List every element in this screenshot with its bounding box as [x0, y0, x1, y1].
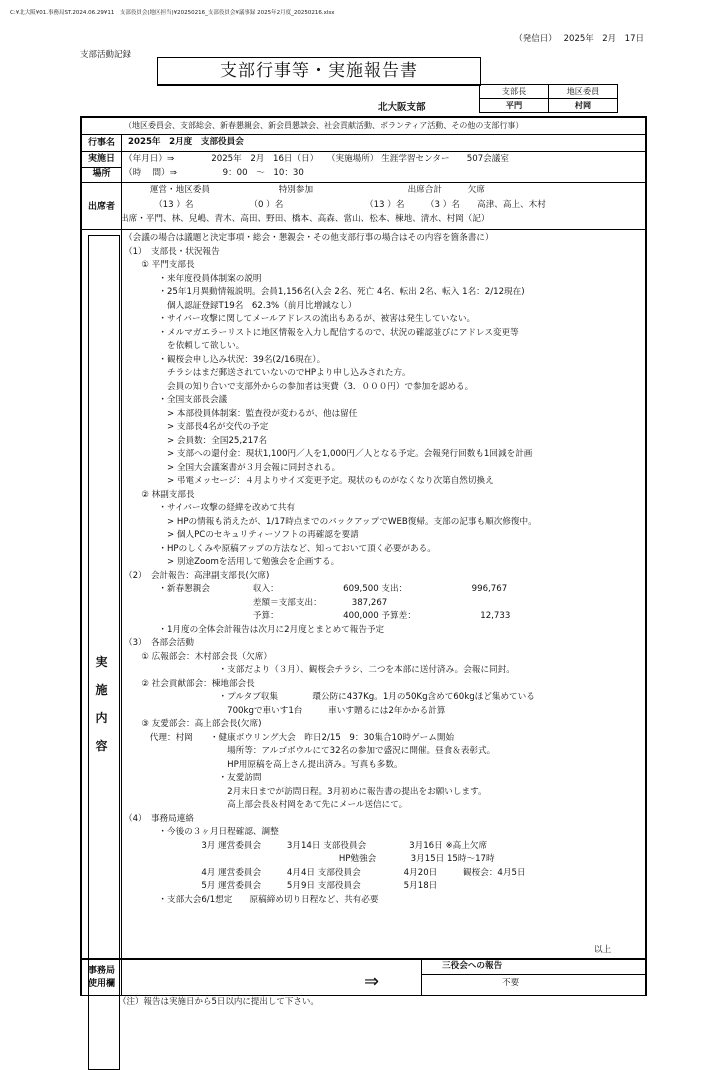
- label-divider: [121, 135, 122, 995]
- content-line: ③ 友愛部会：高上部会長(欠席): [124, 719, 262, 729]
- content-line: ・観桜会申し込み状況：39名(2/16現在）。: [124, 354, 326, 365]
- content-line: （4） 事務局連絡: [124, 813, 194, 824]
- content-line: （1） 支部長・状況報告: [124, 246, 220, 257]
- content-line: ② 林副支部長: [124, 489, 195, 500]
- content-body: [124, 232, 537, 907]
- rule: [82, 182, 645, 183]
- content-line: ・全国支部長会議: [124, 395, 228, 405]
- content-line: ① 平門支部長: [124, 260, 195, 270]
- content-line: ・1月度の全体会計報告は次月に2月度とまとめて報告予定: [124, 624, 385, 635]
- content-line: ・サイバー攻撃に関してメールアドレスの流出もあるが、被害は発生していない。: [124, 314, 476, 324]
- content-line: チラシはまだ郵送されていないのでHPより申し込みされた方。: [124, 368, 411, 378]
- content-line: ・今後の３ヶ月日程確認、調整: [124, 827, 279, 837]
- content-line: > 弔電メッセージ：４月よりサイズ変更予定。現状のものがなくなり次第自然切換え: [124, 476, 494, 486]
- content-line: ・サイバー攻撃の経緯を改めて共有: [124, 503, 296, 513]
- issued-date: （発信日） 2025年 2月 17日: [514, 34, 644, 44]
- content-line: ・支部大会6/1想定 原稿締め切り日程など、共有必要: [124, 894, 379, 905]
- event-name-label: 行事名: [87, 138, 115, 148]
- content-line: > 全国大会議案書が３月会報に同封される。: [124, 462, 341, 473]
- event-types: （地区委員会、支部総会、新春懇親会、新会員懇談会、社会貢献活動、ボランティア活動、その他の支部行事）: [124, 121, 524, 130]
- time-line: （時 間）⇒ 9：00 ～ 10：30: [124, 168, 304, 178]
- content-line: 会員の知り合いで支部外からの参加者は実費（3．０００円）で参加を認める。: [124, 381, 474, 392]
- date-line: （年月日）⇒ 2025年 2月 16日（日） （実施場所） 生涯学習センター 507会議室: [124, 154, 509, 164]
- content-line: ・25年1月異動情報説明。会員1,156名(入会 2名、死亡 4名、転出 2名、転入 1名：2/12現在): [124, 287, 525, 297]
- content-line: ① 広報部会：木村部会長（欠席）: [124, 651, 272, 662]
- rule: [82, 958, 645, 960]
- divider: [421, 958, 422, 995]
- content-label-char: 容: [95, 739, 108, 753]
- content-line: （3） 各部会活動: [124, 638, 194, 648]
- arrow-icon: ⇒: [364, 971, 380, 992]
- content-label-char: 実: [95, 655, 108, 669]
- signature-table: [479, 84, 618, 113]
- end-mark: 以上: [594, 945, 612, 955]
- content-line: （2） 会計報告：高津副支部長(欠席): [124, 570, 270, 581]
- content-line: > 別途Zoomを活用して勉強会を企画する。: [124, 557, 340, 567]
- place-label: 場所: [92, 169, 111, 179]
- content-line: ・支部だより（３月）、観桜会チラシ、二つを本部に送付済み。会報に同封。: [124, 665, 515, 675]
- page-title: 支部行事等・実施報告書: [220, 61, 418, 81]
- content-line: 予算： 400,000 予算差： 12,733: [124, 611, 511, 621]
- record-label: 支部活動記録: [80, 50, 132, 60]
- content-line: ・新春懇親会 収入： 609,500 支出： 996,767: [124, 584, 508, 594]
- content-line: HP勉強会 3月15日 15時～17時: [124, 854, 495, 864]
- content-line: HP用原稿を高上さん提出済み。写真も多数。: [124, 759, 403, 770]
- content-line: 2月末日までが訪問日程。3月初めに報告書の提出をお願いします。: [124, 786, 487, 797]
- report-form: [80, 116, 647, 996]
- office-label-2: 使用欄: [87, 979, 115, 989]
- content-line: > 支部長4名が交代の予定: [124, 422, 269, 432]
- district-member-name: 村岡: [549, 99, 618, 113]
- attendees-names: 出席・平門、林、兒嶋、青木、高田、野田、橋本、高森、當山、松本、棟地、清水、村岡（記）: [120, 214, 490, 224]
- content-line: 4月 運営委員会 4月4日 支部役員会 4月20日 観桜会：4月5日: [124, 867, 526, 878]
- office-label: 事務局: [87, 966, 115, 976]
- attendees-label: 出席者: [87, 202, 115, 212]
- content-line: を依頼して欲しい。: [124, 341, 245, 351]
- district-member-label: 地区委員: [549, 85, 618, 99]
- content-line: 個人認証登録T19名 62.3%（前月比増減なし）: [124, 300, 357, 311]
- content-line: ・HPのしくみや原稿アップの方法など、知っておいて頂く必要がある。: [124, 543, 436, 554]
- content-line: ② 社会貢献部会：棟地部会長: [124, 678, 255, 689]
- content-line: > HPの情報も消えたが、1/17時点までのバックアップでWEB復帰。支部の記事も順次修復中。: [124, 516, 537, 527]
- rule: [82, 151, 645, 152]
- event-name: 2025年 2月度 支部役員会: [128, 137, 244, 147]
- content-line: 高上部会長＆村岡をあて先にメール送信にて。: [124, 800, 408, 810]
- attendees-header: 運営・地区委員 特別参加 出席合計 欠席: [124, 185, 485, 195]
- rule: [82, 134, 645, 135]
- content-label: [82, 648, 121, 760]
- branch-chief-name: 平門: [480, 99, 549, 113]
- content-line: 700kgで車いす1台 車いす贈るには2年かかる計算: [124, 705, 446, 716]
- content-line: > 本部役員体制案：監査役が変わるが、他は留任: [124, 408, 358, 419]
- date-label: 実施日: [87, 154, 115, 164]
- attendees-counts: （13 ）名 （0 ）名 （13 ）名 （3 ）名 高津、高上、木村: [124, 200, 546, 210]
- content-line: （会議の場合は議題と決定事項・総会・懇親会・その他支部行事の場合はその内容を箇条書に）: [124, 233, 494, 243]
- content-line: ・メルマガエラーリストに地区情報を入力し配信するので、状況の確認並びにアドレス変更等: [124, 327, 519, 338]
- report-to-officers-label: 三役会への報告: [442, 961, 503, 971]
- file-path-header: C:¥北大阪¥01.事務局ST.2024.06.29¥11 支部役員会(地区担当)¥20250216_支部役員会¥議事録 2025年2月度_20250216.xlsx: [10, 10, 335, 16]
- content-line: ・来年度役員体制案の説明: [124, 273, 262, 284]
- content-label-char: 施: [95, 683, 108, 697]
- title-box: [157, 57, 481, 86]
- content-line: > 個人PCのセキュリティーソフトの再確認を要請: [124, 530, 359, 540]
- content-line: 3月 運営委員会 3月14日 支部役員会 3月16日 ※高上欠席: [124, 840, 488, 851]
- content-line: 場所等：アルゴボウルにて32名の参加で盛況に開催。昼食＆表彰式。: [124, 746, 496, 756]
- content-line: > 会員数：全国25,217名: [124, 435, 268, 446]
- content-label-char: 内: [95, 711, 108, 725]
- content-line: 差額＝支部支出： 387,267: [124, 597, 388, 608]
- content-line: > 支部への還付金：現状1,100円／人を1,000円／人となる予定。会報発行回数も1回減を計画: [124, 449, 533, 459]
- rule: [82, 229, 645, 230]
- rule: [421, 974, 645, 975]
- content-line: 5月 運営委員会 5月9日 支部役員会 5月18日: [124, 881, 438, 891]
- content-line: 代理：村岡 ・健康ボウリング大会 昨日2/15 9：30集合10時ゲーム開始: [124, 732, 455, 743]
- branch-chief-label: 支部長: [480, 85, 549, 99]
- rule: [82, 167, 121, 168]
- content-line: ・友愛訪問: [124, 773, 262, 783]
- report-to-officers-value: 不要: [502, 978, 520, 988]
- branch-name: 北大阪支部: [378, 102, 426, 113]
- footnote: （注）報告は実施日から5日以内に提出して下さい。: [118, 997, 319, 1007]
- content-line: ・プルタブ収集 環公防に437Kg。1月の50Kg含めて60kgほど集めている: [124, 692, 535, 702]
